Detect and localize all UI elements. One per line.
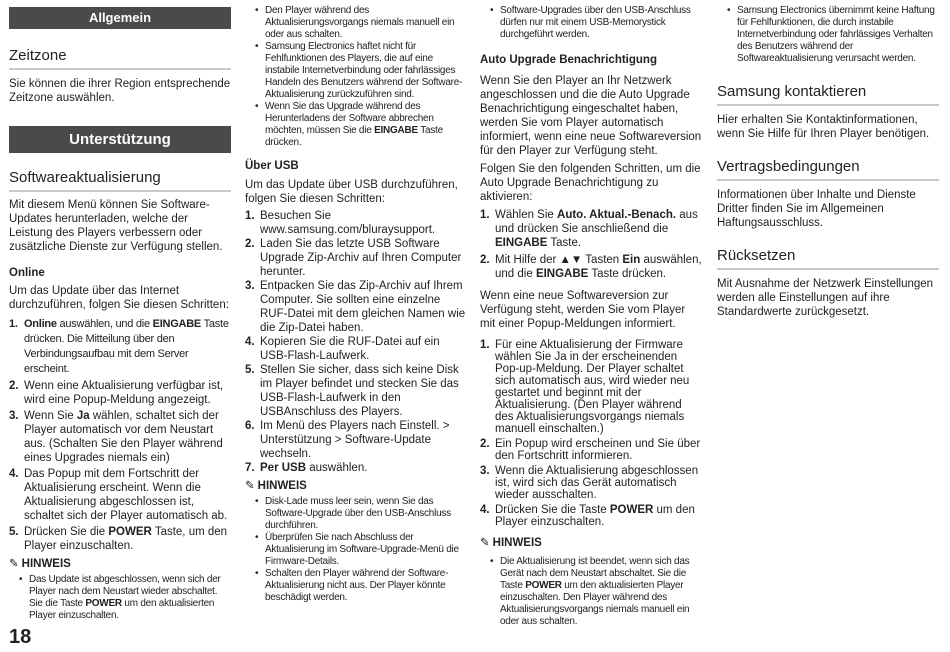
bold-term: EINGABE [535,268,589,280]
bold-term: Per USB [260,462,307,474]
page-number: 18 [9,626,32,648]
note-text: Den Player während des Aktualisierungsvorgangs niemals manuell ein oder aus schalten. [265,5,455,40]
step-text: Entpacken Sie das Zip-Archiv auf Ihrem Computer. Sie sollten eine einzelne RUF-Datei mit dem gleichen Namen wie die Zip-Datei haben. [260,280,466,334]
list-item [245,419,467,461]
hinweis-text: HINWEIS [492,537,542,549]
steps-usb [245,209,467,475]
notes-usb [245,496,467,604]
step-text: Wenn die Aktualisierung abgeschlossen ist, wird sich das Gerät automatisch wieder ausschalten. [495,465,699,501]
bold-term: EINGABE [495,237,548,249]
list-item [480,253,702,281]
section-bar-allgemein: Allgemein [9,7,231,29]
step-text: auswählen, und die [56,318,153,330]
hinweis-label [245,479,467,493]
arrow-keys-icon: ▲▼ [559,254,583,266]
list-item [245,461,467,475]
steps-auto-upgrade [480,208,702,281]
step-number: 2. [480,438,490,450]
step-text: Laden Sie das letzte USB Software Upgrade Zip-Archiv auf Ihren Computer herunter. [260,238,462,278]
text-ruecksetzen: Mit Ausnahme der Netzwerk Einstellungen werden alle Einstellungen auf ihre Standardwerte zurückgesetzt. [717,278,934,318]
step-text: Stellen Sie sicher, dass sich keine Disk im Player befindet und stecken Sie das USB-Flash-Laufwerk in den USBAnschluss des Players. [260,364,459,418]
pencil-note-icon: ✎ [245,480,255,492]
text-vertragsbedingungen: Informationen über Inhalte und Dienste Dritter finden Sie im Allgemeinen Haftungsausschluss. [717,189,916,229]
note-text: Software-Upgrades über den USB-Anschluss dürfen nur mit einem USB-Memorystick durchgeführt werden. [500,5,691,40]
bold-term: Ein [622,254,641,266]
heading-ruecksetzen: Rücksetzen [717,247,939,270]
list-item [245,209,467,237]
list-item [245,532,467,568]
step-number: 4. [245,336,255,348]
list-item [9,574,231,622]
list-item [245,5,467,41]
step-text: Drücken Sie die Taste [495,504,610,516]
notes-online-continued [245,5,467,149]
steps-new-version [480,339,702,528]
step-text: um den Player einzuschalten. [495,504,695,528]
step-number: 6. [245,420,255,432]
step-number: 3. [9,410,19,422]
step-number: 4. [9,468,19,480]
list-item [245,496,467,532]
subheading-usb: Über USB [245,160,299,172]
text-new-version: Wenn eine neue Softwareversion zur Verfügung steht, werden Sie vom Player mit einer Popup-Meldungen informiert. [480,290,686,330]
column-2 [245,0,467,604]
notes-auto-upgrade [480,556,702,628]
list-item [9,317,231,377]
list-item [717,5,939,65]
notes-online [9,574,231,622]
list-item [9,379,231,407]
list-item [245,335,467,363]
bold-term: Auto. Aktual.-Benach. [557,209,677,221]
step-number: 3. [480,465,490,477]
step-text: Das Popup mit dem Fortschritt der Aktualisierung erscheint. Wenn die Aktualisierung abgeschlossen ist, schaltet sich der Player automatisch ab. [24,468,228,522]
list-item [9,525,231,553]
step-text: Wählen Sie [495,209,558,221]
step-text: auswählen. [306,462,368,474]
bold-term: POWER [85,598,122,609]
hinweis-text: HINWEIS [257,480,307,492]
list-item [245,279,467,335]
hinweis-text: HINWEIS [21,558,71,570]
step-text: wählen, schaltet sich der Player automatisch vor dem Neustart aus. (Schalten Sie den Player während eines Upgrades niemals ein) [24,410,223,464]
step-text: aus und drücken Sie anschließend die [495,209,698,235]
note-text: Samsung Electronics haftet nicht für Fehlfunktionen des Players, die auf eine instabile Internetverbindung oder fahrlässiges Handeln des Benutzers während der Software-Aktualisierung zurückzuführen sind. [265,41,463,100]
note-text: Überprüfen Sie nach Abschluss der Aktualisierung im Software-Upgrade-Menü die Firmware-Details. [265,532,459,567]
step-number: 2. [480,254,490,266]
text-auto-upgrade-intro: Folgen Sie den folgenden Schritten, um die Auto Upgrade Benachrichtigung zu aktivieren: [480,163,701,203]
text-auto-upgrade: Wenn Sie den Player an Ihr Netzwerk angeschlossen und die die Auto Upgrade Benachrichtigung eingeschaltet haben, werden Sie vom Player automatisch informiert, wenn eine neue Softwareversion für den Player zur Verfügung steht. [480,75,702,157]
bold-term: POWER [525,580,562,591]
text-softwareaktualisierung: Mit diesem Menü können Sie Software-Updates herunterladen, welche der Leistung des Players verbessern oder zusätzliche Dienste zur Verfügung stellen. [9,199,223,253]
step-number: 1. [480,209,490,221]
heading-zeitzone: Zeitzone [9,47,231,70]
step-number: 7. [245,462,255,474]
column-1 [9,0,231,622]
steps-online [9,317,231,553]
column-3 [480,0,702,628]
step-number: 5. [245,364,255,376]
bold-term: Online [24,318,57,330]
list-item [245,363,467,419]
list-item [480,339,702,435]
step-text: Taste. [547,237,582,249]
bold-term: EINGABE [152,318,202,330]
note-usb-continued [480,5,702,41]
list-item [9,409,231,465]
pencil-note-icon: ✎ [480,537,490,549]
text-usb-intro: Um das Update über USB durchzuführen, folgen Sie diesen Schritten: [245,179,458,205]
note-auto-upgrade-continued [717,5,939,65]
list-item [480,465,702,501]
list-item [245,237,467,279]
hinweis-label [9,557,231,571]
pencil-note-icon: ✎ [9,558,19,570]
list-item [480,5,702,41]
note-text: Taste drücken. [265,125,443,148]
column-4 [717,0,939,319]
subheading-auto-upgrade: Auto Upgrade Benachrichtigung [480,54,657,66]
step-text: Im Menü des Players nach Einstell. > Unterstützung > Software-Update wechseln. [260,420,450,460]
note-text: Die Aktualisierung ist beendet, wenn sich das Gerät nach dem Neustart abschaltet. Sie die Taste [500,556,690,591]
step-number: 2. [9,380,19,392]
step-text: Tasten [582,254,623,266]
text-samsung-kontaktieren: Hier erhalten Sie Kontaktinformationen, wenn Sie Hilfe für Ihren Player benötigen. [717,114,930,140]
bold-term: EINGABE [374,125,418,136]
step-text: Taste, um den Player einzuschalten. [24,526,228,552]
list-item [9,467,231,523]
list-item [480,438,702,462]
step-text: Taste drücken. Die Mitteilung über den Verbindungsaufbau mit dem Server erscheint. [24,318,229,375]
step-number: 4. [480,504,490,516]
step-text: Kopieren Sie die RUF-Datei auf ein USB-Flash-Laufwerk. [260,336,440,362]
list-item [480,208,702,250]
list-item [480,504,702,528]
note-text: Das Update ist abgeschlossen, wenn sich der Player nach dem Neustart wieder abschaltet. Sie die Taste [29,574,221,609]
note-text: Wenn Sie das Upgrade während des Herunterladens der Software abbrechen möchten, müssen Sie die [265,101,434,136]
heading-samsung-kontaktieren: Samsung kontaktieren [717,83,939,106]
list-item [245,41,467,101]
text-zeitzone: Sie können die ihrer Region entsprechende Zeitzone auswählen. [9,78,231,104]
step-text: Mit Hilfe der [495,254,560,266]
hinweis-label [480,536,702,550]
bold-term: Ja [76,410,90,422]
note-text: Schalten den Player während der Software-Aktualisierung nicht aus. Der Player könnte beschädigt werden. [265,568,449,603]
step-text: Wenn eine Aktualisierung verfügbar ist, wird eine Popup-Meldung angezeigt. [24,380,224,406]
bold-term: POWER [108,526,152,538]
step-number: 1. [9,318,18,330]
list-item [245,568,467,604]
text-online-intro: Um das Update über das Internet durchzuführen, folgen Sie diesen Schritten: [9,285,229,311]
step-text: Für eine Aktualisierung der Firmware wählen Sie Ja in der erscheinenden Pop-up-Meldung. Der Player schaltet sich automatisch aus, wird wieder neu gestartet und beginnt mit der Aktualisierung. (Den Player während des Aktualisierungsvorgangs niemals manuell einschalten.) [495,339,690,435]
heading-vertragsbedingungen: Vertragsbedingungen [717,158,939,181]
step-text: Besuchen Sie www.samsung.com/bluraysupport. [260,210,436,236]
step-text: Ein Popup wird erscheinen und Sie über den Fortschritt informieren. [495,438,701,462]
list-item [480,556,702,628]
step-text: Drücken Sie die [24,526,109,538]
step-number: 2. [245,238,255,250]
note-text: um den aktualisierten Player einzuschalten. [29,598,215,621]
subheading-online: Online [9,267,45,279]
heading-softwareaktualisierung: Softwareaktualisierung [9,169,231,192]
step-text: Taste drücken. [588,268,667,280]
note-text: um den aktualisierten Player einzuschalten. Den Player während des Aktualisierungsvorgangs niemals manuell ein oder aus schalten. [500,580,690,627]
section-bar-unterstuetzung: Unterstützung [9,126,231,153]
note-text: Samsung Electronics übernimmt keine Haftung für Fehlfunktionen, die durch instabile Internetverbindung oder fahrlässiges Verhalten des Benutzers während der Softwareaktualisierung verursacht werden. [737,5,935,64]
list-item [245,101,467,149]
note-text: Disk-Lade muss leer sein, wenn Sie das Software-Upgrade über den USB-Anschluss durchführen. [265,496,451,531]
step-number: 1. [245,210,255,222]
step-text: Wenn Sie [24,410,77,422]
bold-term: POWER [609,504,654,516]
step-number: 1. [480,339,490,351]
step-text: auswählen, und die [495,254,702,280]
step-number: 5. [9,526,19,538]
step-number: 3. [245,280,255,292]
